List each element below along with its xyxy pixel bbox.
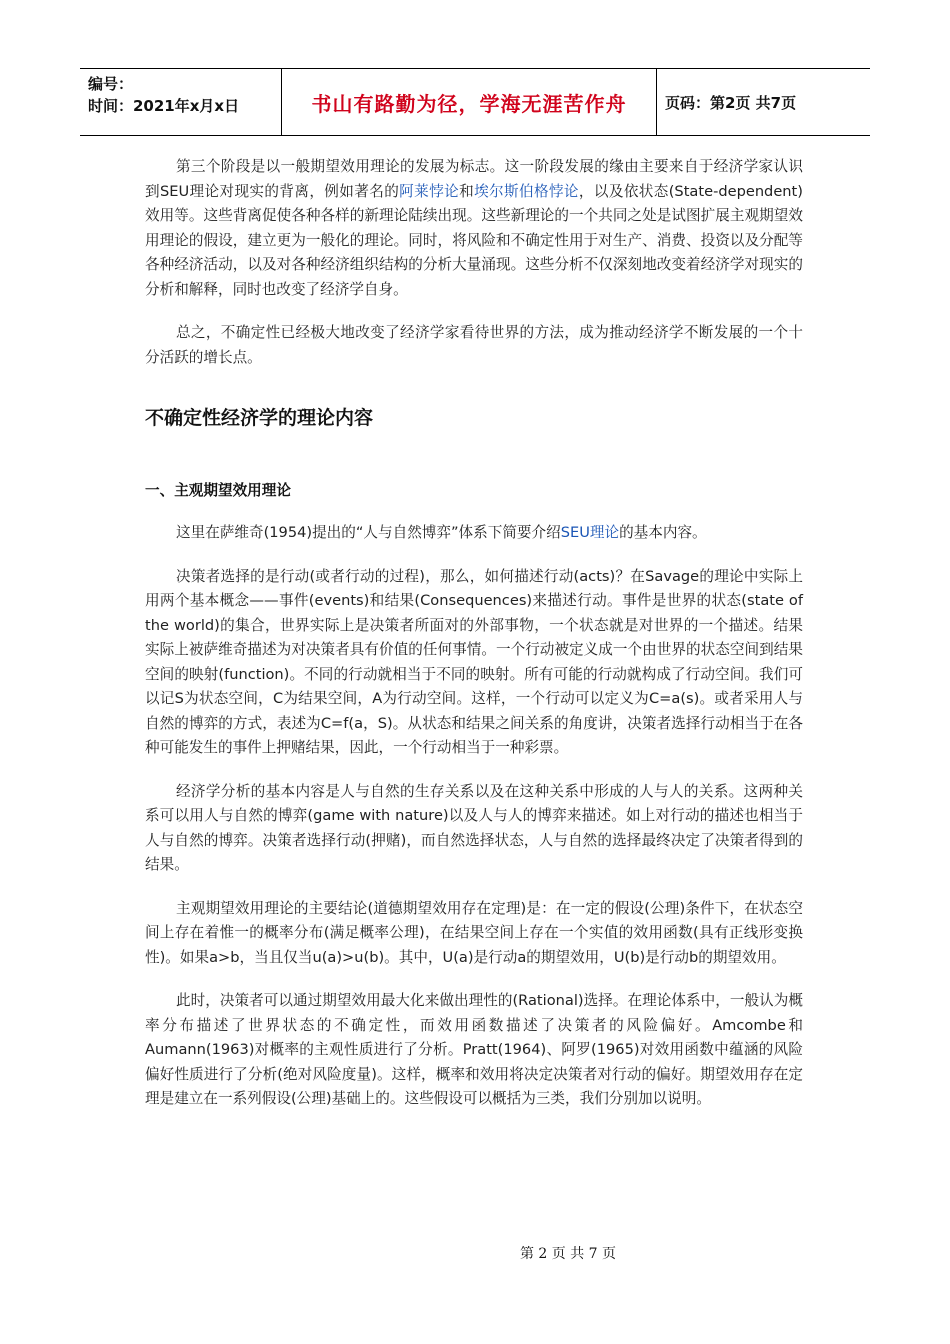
paragraph-seu-intro bbox=[145, 521, 803, 546]
document-time-label: 时间：2021年x月x日 bbox=[88, 97, 240, 115]
link-seu-theory[interactable]: SEU理论 bbox=[560, 524, 620, 541]
para1-text-b: 和 bbox=[459, 182, 475, 200]
header-page-label: 页码：第2页 共7页 bbox=[665, 93, 797, 112]
para3-text-a: 这里在萨维奇(1954)提出的“人与自然博弈”体系下简要介绍 bbox=[176, 524, 561, 541]
document-number-label: 编号： bbox=[88, 75, 134, 93]
header-motto: 书山有路勤为径，学海无涯苦作舟 bbox=[282, 69, 657, 135]
paragraph-acts: 决策者选择的是行动(或者行动的过程)，那么，如何描述行动(acts)？在Savage的理论中实际上用两个基本概念——事件(events)和结果(Consequences)来描述行动。事件是世界的状态(state of the world)的集合，世界实际上是决策者所面对的外部事物，一个状态就是对世界的一个描述。结果实际上被萨维奇描述为对决策者具有价值的任何事情。一个行动被定义成一个由世界的状态空间到结果空间的映射(function)。不同的行动就相当于不同的映射。所有可能的行动就构成了行动空间。我们可以记S为状态空间，C为结果空间，A为行动空间。这样，一个行动可以定义为C=a(s)。或者采用人与自然的博弈的方式，表述为C=f(a，S)。从状态和结果之间关系的角度讲，决策者选择行动相当于在各种可能发生的事件上押赌结果，因此，一个行动相当于一种彩票。 bbox=[145, 567, 803, 756]
paragraph-main-conclusion: 主观期望效用理论的主要结论(道德期望效用存在定理)是：在一定的假设(公理)条件下，在状态空间上存在着惟一的概率分布(满足概率公理)，在结果空间上存在一个实值的效用函数(具有正线形变换性)。如果a>b，当且仅当u(a)>u(b)。其中，U(a)是行动a的期望效用，U(b)是行动b的期望效用。 bbox=[145, 899, 803, 966]
header-meta bbox=[80, 69, 282, 135]
paragraph-rational-choice: 此时，决策者可以通过期望效用最大化来做出理性的(Rational)选择。在理论体系中，一般认为概率分布描述了世界状态的不确定性，而效用函数描述了决策者的风险偏好。Amcombe和Aumann(1963)对概率的主观性质进行了分析。Pratt(1964)、阿罗(1965)对效用函数中蕴涵的风险偏好性质进行了分析(绝对风险度量)。这样，概率和效用将决定决策者对行动的偏好。期望效用存在定理是建立在一系列假设(公理)基础上的。这些假设可以概括为三类，我们分别加以说明。 bbox=[145, 992, 803, 1107]
paragraph-game-with-nature: 经济学分析的基本内容是人与自然的生存关系以及在这种关系中形成的人与人的关系。这两种关系可以用人与自然的博弈(game with nature)以及人与人的博弈来描述。如上对行动的描述也相当于人与自然的博弈。决策者选择行动(押赌)，而自然选择状态，人与自然的选择最终决定了决策者得到的结果。 bbox=[145, 782, 803, 873]
paragraph-summary: 总之，不确定性已经极大地改变了经济学家看待世界的方法，成为推动经济学不断发展的一个十分活跃的增长点。 bbox=[145, 324, 803, 366]
para3-text-b: 的基本内容。 bbox=[619, 524, 707, 541]
document-body bbox=[145, 155, 803, 1112]
page-footer: 第 2 页 共 7 页 bbox=[519, 1246, 617, 1262]
paragraph-third-stage bbox=[145, 155, 803, 302]
subsection-title: 一、主观期望效用理论 bbox=[145, 482, 291, 499]
para1-text-a: 第三个阶段是以一般期望效用理论的发展为标志。这一阶段发展的缘由主要来自于经济学家认识到SEU理论对现实的背离，例如著名的 bbox=[145, 158, 803, 200]
page-header bbox=[80, 68, 870, 136]
para1-text-c: ，以及依状态(State-dependent)效用等。这些背离促使各种各样的新理论陆续出现。这些新理论的一个共同之处是试图扩展主观期望效用理论的假设，建立更为一般化的理论。同时，将风险和不确定性用于对生产、消费、投资以及分配等各种经济活动，以及对各种经济组织结构的分析大量涌现。这些分析不仅深刻地改变着经济学对现实的分析和解释，同时也改变了经济学自身。 bbox=[145, 182, 803, 298]
link-allais-paradox[interactable]: 阿莱悖论 bbox=[399, 182, 460, 200]
section-title: 不确定性经济学的理论内容 bbox=[145, 407, 374, 429]
link-ellsberg-paradox[interactable]: 埃尔斯伯格悖论 bbox=[474, 182, 579, 200]
